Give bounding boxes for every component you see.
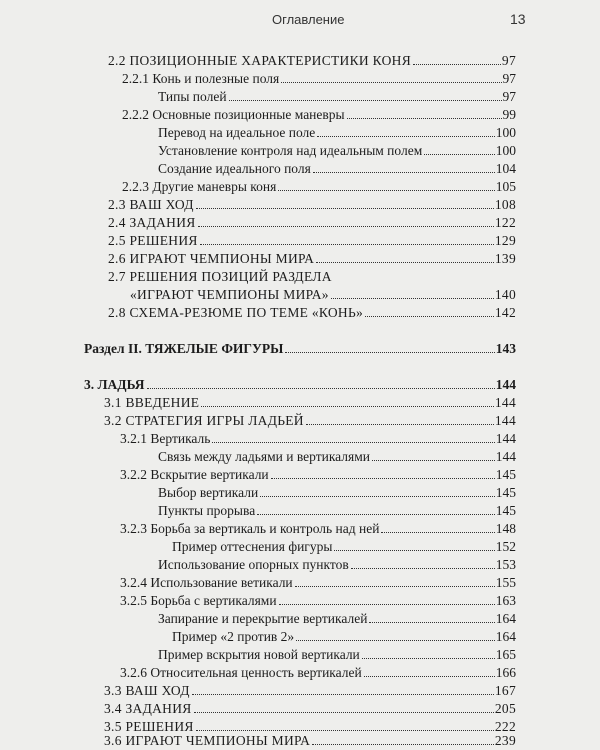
toc-row[interactable]	[120, 430, 516, 448]
dot-leader	[316, 262, 494, 263]
dot-leader	[313, 172, 495, 173]
toc-row[interactable]	[104, 394, 516, 412]
dot-leader	[200, 244, 494, 245]
dot-leader	[317, 136, 495, 137]
toc-title: Пример «2 против 2»	[172, 629, 295, 644]
toc-title: ВАШ ХОД	[125, 683, 190, 698]
toc-title: Связь между ладьями и вертикалями	[158, 449, 370, 464]
toc-page: 148	[495, 521, 516, 536]
toc-row[interactable]	[158, 556, 516, 574]
dot-leader	[295, 586, 495, 587]
toc-row[interactable]	[104, 682, 516, 700]
toc-page: 108	[494, 197, 516, 212]
dot-leader	[351, 568, 495, 569]
toc-title: ИГРАЮТ ЧЕМПИОНЫ МИРА	[125, 733, 311, 748]
dot-leader	[198, 226, 494, 227]
toc-title: ИГРАЮТ ЧЕМПИОНЫ МИРА	[129, 251, 315, 266]
toc-number: 3.2.5	[120, 593, 147, 608]
dot-leader	[369, 622, 494, 623]
toc-number: 3.6	[104, 733, 122, 748]
toc-page: 165	[495, 647, 516, 662]
toc-page: 166	[495, 665, 516, 680]
toc-row-chapter[interactable]	[84, 376, 516, 394]
toc-title: Перевод на идеальное поле	[158, 125, 316, 140]
toc-title: Использование ветикали	[150, 575, 293, 590]
toc-title: Пункты прорыва	[158, 503, 256, 518]
dot-leader	[362, 658, 495, 659]
toc-row[interactable]	[120, 520, 516, 538]
toc-title: Пример оттеснения фигуры	[172, 539, 333, 554]
toc-number: 2.8	[108, 305, 126, 320]
toc-row[interactable]	[130, 286, 516, 304]
toc-page: 97	[502, 71, 516, 86]
dot-leader	[296, 640, 495, 641]
toc-page: 142	[494, 305, 516, 320]
toc-page: 239	[494, 733, 516, 748]
toc-title: ЗАДАНИЯ	[125, 701, 192, 716]
toc-number: 3.2.3	[120, 521, 147, 536]
dot-leader	[365, 316, 494, 317]
toc-page: 155	[495, 575, 516, 590]
toc-row[interactable]	[120, 574, 516, 592]
dot-leader	[279, 604, 495, 605]
toc-number: 3.4	[104, 701, 122, 716]
toc-section-title: Раздел II. ТЯЖЕЛЫЕ ФИГУРЫ	[84, 341, 284, 356]
toc-title: Запирание и перекрытие вертикалей	[158, 611, 368, 626]
toc-number: 3.	[84, 377, 95, 392]
toc-page: 122	[494, 215, 516, 230]
toc-number: 2.6	[108, 251, 126, 266]
dot-leader	[194, 712, 494, 713]
toc-row[interactable]	[158, 484, 516, 502]
toc-row[interactable]	[158, 646, 516, 664]
toc-row[interactable]	[158, 448, 516, 466]
toc-row[interactable]	[120, 592, 516, 610]
dot-leader	[212, 442, 494, 443]
toc-page: 105	[495, 179, 516, 194]
dot-leader	[196, 730, 494, 731]
toc-title: РЕШЕНИЯ ПОЗИЦИЙ РАЗДЕЛА	[129, 269, 332, 284]
toc-page: 144	[495, 377, 516, 392]
header-page-number: 13	[510, 11, 526, 27]
toc-title: Установление контроля над идеальным полем	[158, 143, 423, 158]
toc-page: 144	[494, 413, 516, 428]
toc-row[interactable]	[108, 304, 516, 322]
dot-leader	[260, 496, 495, 497]
toc-page: 163	[495, 593, 516, 608]
toc-page: 144	[495, 449, 516, 464]
toc-page: 143	[495, 341, 516, 356]
toc-number: 2.2.2	[122, 107, 149, 122]
toc-title: Вертикаль	[150, 431, 211, 446]
running-header	[0, 10, 600, 32]
toc-row[interactable]	[158, 142, 516, 160]
toc-row[interactable]	[158, 160, 516, 178]
toc-title: Использование опорных пунктов	[158, 557, 349, 572]
dot-leader	[381, 532, 494, 533]
toc-title: ВВЕДЕНИЕ	[125, 395, 200, 410]
dot-leader	[334, 550, 494, 551]
toc-page: 144	[495, 431, 516, 446]
toc-number: 3.2.2	[120, 467, 147, 482]
toc-number: 3.3	[104, 683, 122, 698]
toc-number: 2.5	[108, 233, 126, 248]
toc-number: 3.5	[104, 719, 122, 734]
toc-page: 167	[494, 683, 516, 698]
toc-row[interactable]	[108, 268, 516, 286]
toc-title: Основные позиционные маневры	[152, 107, 345, 122]
toc-title: Выбор вертикали	[158, 485, 259, 500]
toc-title: ПОЗИЦИОННЫЕ ХАРАКТЕРИСТИКИ КОНЯ	[129, 53, 412, 68]
toc-title: РЕШЕНИЯ	[129, 233, 198, 248]
toc-row[interactable]	[120, 466, 516, 484]
toc-title: РЕШЕНИЯ	[125, 719, 194, 734]
toc-number: 2.3	[108, 197, 126, 212]
toc-number: 2.2.3	[122, 179, 149, 194]
toc-title: Борьба с вертикалями	[150, 593, 277, 608]
toc-page: 152	[495, 539, 516, 554]
toc-row[interactable]	[108, 232, 516, 250]
toc-page: 100	[495, 125, 516, 140]
toc-page: 140	[494, 287, 516, 302]
toc-row[interactable]	[108, 214, 516, 232]
toc-title: Другие маневры коня	[152, 179, 277, 194]
toc-row[interactable]	[120, 664, 516, 682]
toc-number: 2.4	[108, 215, 126, 230]
dot-leader	[364, 676, 495, 677]
toc-page: 164	[495, 611, 516, 626]
toc-title: СТРАТЕГИЯ ИГРЫ ЛАДЬЕЙ	[125, 413, 304, 428]
toc-title: Типы полей	[158, 89, 227, 104]
toc-row[interactable]	[104, 732, 516, 750]
toc-row[interactable]	[108, 196, 516, 214]
toc-row[interactable]	[104, 700, 516, 718]
toc-page: 144	[494, 395, 516, 410]
toc-row[interactable]	[158, 124, 516, 142]
toc-title: Вскрытие вертикали	[150, 467, 269, 482]
toc-row[interactable]	[122, 70, 516, 88]
dot-leader	[306, 424, 494, 425]
dot-leader	[331, 298, 494, 299]
toc-title: Относительная ценность вертикалей	[150, 665, 362, 680]
dot-leader	[312, 744, 494, 745]
dot-leader	[285, 352, 494, 353]
toc-row[interactable]	[108, 52, 516, 70]
toc-page: 164	[495, 629, 516, 644]
toc-page: 205	[494, 701, 516, 716]
dot-leader	[424, 154, 494, 155]
toc-page: 97	[501, 53, 516, 68]
dot-leader	[347, 118, 502, 119]
toc-page: 100	[495, 143, 516, 158]
toc-title: ВАШ ХОД	[129, 197, 194, 212]
toc-number: 3.2.4	[120, 575, 147, 590]
toc-row[interactable]	[104, 412, 516, 430]
toc-title: ЗАДАНИЯ	[129, 215, 196, 230]
dot-leader	[281, 82, 501, 83]
toc-title: «ИГРАЮТ ЧЕМПИОНЫ МИРА»	[130, 287, 329, 302]
dot-leader	[229, 100, 502, 101]
toc-page: 145	[495, 467, 516, 482]
dot-leader	[271, 478, 495, 479]
dot-leader	[413, 64, 501, 65]
toc-title: Создание идеального поля	[158, 161, 311, 176]
dot-leader	[257, 514, 495, 515]
dot-leader	[196, 208, 494, 209]
toc-row[interactable]	[108, 250, 516, 268]
dot-leader	[192, 694, 494, 695]
toc-row[interactable]	[122, 178, 516, 196]
toc-number: 3.2	[104, 413, 122, 428]
toc-number: 2.7	[108, 269, 126, 284]
toc-row[interactable]	[172, 628, 516, 646]
dot-leader	[278, 190, 494, 191]
toc-page: 99	[502, 107, 516, 122]
toc-number: 3.2.6	[120, 665, 147, 680]
dot-leader	[201, 406, 494, 407]
header-title: Оглавление	[272, 12, 345, 27]
toc-number: 2.2	[108, 53, 126, 68]
toc-title: Борьба за вертикаль и контроль над ней	[150, 521, 380, 536]
toc-title: Пример вскрытия новой вертикали	[158, 647, 360, 662]
dot-leader	[147, 388, 495, 389]
toc-page: 222	[494, 719, 516, 734]
toc-row[interactable]	[158, 610, 516, 628]
toc-number: 3.2.1	[120, 431, 147, 446]
toc-number: 3.1	[104, 395, 122, 410]
toc-title: ЛАДЬЯ	[97, 377, 145, 392]
toc-row[interactable]	[122, 106, 516, 124]
toc-page: 97	[502, 89, 516, 104]
toc-title: Конь и полезные поля	[152, 71, 280, 86]
toc-row[interactable]	[158, 502, 516, 520]
toc-page: 129	[494, 233, 516, 248]
toc-title: СХЕМА-РЕЗЮМЕ ПО ТЕМЕ «КОНЬ»	[129, 305, 364, 320]
toc-page: 139	[494, 251, 516, 266]
toc-page: 104	[495, 161, 516, 176]
toc-page: 145	[495, 503, 516, 518]
toc-page: 145	[495, 485, 516, 500]
toc-page: 153	[495, 557, 516, 572]
toc-row-section[interactable]	[84, 340, 516, 358]
toc-row[interactable]	[172, 538, 516, 556]
toc-number: 2.2.1	[122, 71, 149, 86]
toc-row[interactable]	[158, 88, 516, 106]
dot-leader	[372, 460, 495, 461]
